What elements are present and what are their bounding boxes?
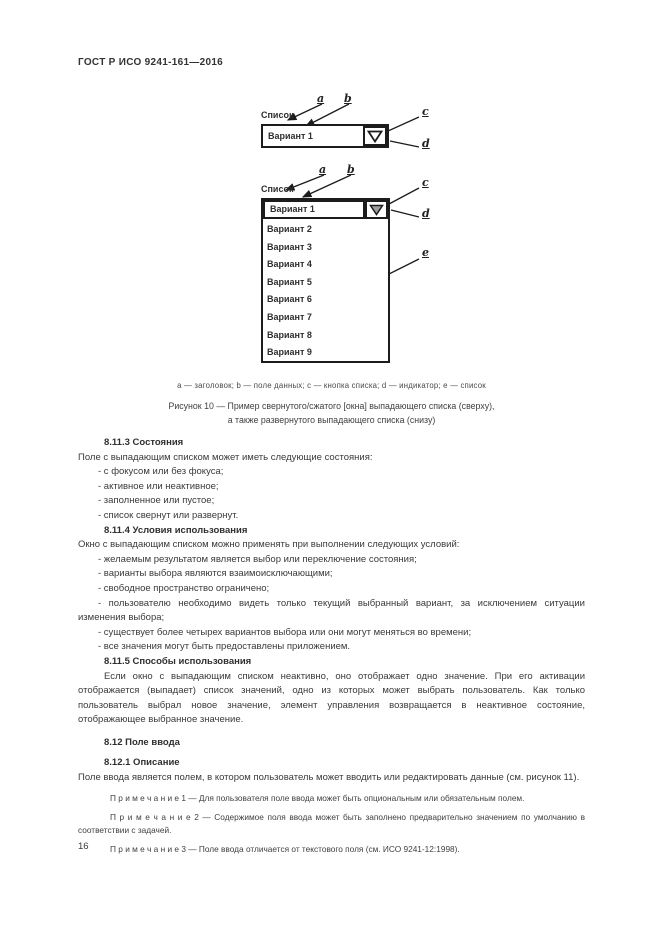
dropdown-option: Вариант 2 [267, 224, 312, 234]
bullet-item: - пользователю необходимо видеть только текущий выбранный вариант, за исключением ситуации изменения выбора; [78, 597, 585, 624]
figure-caption-line1: Рисунок 10 — Пример свернутого/сжатого [окна] выпадающего списка (сверху), [168, 401, 495, 411]
paragraph: Поле с выпадающим списком может иметь следующие состояния: [78, 451, 373, 463]
bullet-item: - активное или неактивное; [98, 480, 219, 492]
dropdown-option: Вариант 7 [267, 311, 312, 322]
callout-b: b [344, 92, 352, 105]
callout-a: a [319, 163, 327, 176]
dropdown-button [363, 126, 387, 146]
bullet-item: - все значения могут быть предоставлены приложением. [98, 641, 351, 653]
note-paragraph: П р и м е ч а н и е 1 — Для пользователя поле ввода может быть опциональным или обязательным полем. [110, 792, 525, 803]
figure-legend: a — заголовок; b — поле данных; c — кнопка списка; d — индикатор; e — список [177, 381, 486, 390]
running-header: ГОСТ Р ИСО 9241-161—2016 [78, 57, 224, 68]
callout-d: d [422, 207, 430, 220]
paragraph: Окно с выпадающим списком можно применять при выполнении следующих условий: [78, 539, 460, 551]
bullet-item: - с фокусом или без фокуса; [98, 466, 224, 478]
dropdown-option: Вариант 5 [267, 276, 312, 287]
dropdown-label: Список [261, 184, 294, 194]
figure-caption-line2: а также развернутого выпадающего списка (снизу) [227, 414, 436, 425]
note-paragraph: П р и м е ч а н и е 3 — Поле ввода отличается от текстового поля (см. ИСО 9241-12:1998). [110, 844, 460, 855]
section-heading-8-11-5: 8.11.5 Способы использования [104, 655, 252, 667]
dropdown-button [365, 200, 388, 219]
dropdown-option: Вариант 3 [267, 241, 312, 252]
document-body [78, 436, 585, 856]
chevron-down-icon [367, 130, 383, 143]
bullet-item: - список свернут или развернут. [98, 509, 239, 521]
section-heading-8-12: 8.12 Поле ввода [104, 736, 180, 748]
section-heading-8-12-1: 8.12.1 Описание [104, 757, 180, 769]
dropdown-option: Вариант 8 [267, 329, 312, 340]
bullet-list-conditions [78, 553, 585, 655]
section-heading-8-11-4: 8.11.4 Условия использования [104, 524, 248, 536]
dropdown-option: Вариант 6 [267, 294, 312, 305]
page-number: 16 [78, 841, 89, 852]
callout-d: d [422, 137, 430, 150]
dropdown-field [263, 200, 365, 219]
dropdown-option: Вариант 4 [267, 259, 312, 270]
callout-e: e [422, 246, 429, 259]
bullet-item: - свободное пространство ограничено; [98, 582, 270, 594]
dropdown-option: Вариант 9 [267, 347, 312, 358]
dropdown-option-list [267, 221, 385, 362]
dropdown-selected-value: Вариант 1 [268, 131, 313, 141]
chevron-down-icon [369, 204, 384, 216]
callout-b: b [347, 163, 355, 176]
notes-list [78, 792, 585, 857]
callout-c: c [422, 105, 429, 118]
paragraph: Поле ввода является полем, в котором пользователь может вводить или редактировать данные (см. рисунок 11). [78, 772, 580, 784]
section-heading-8-11-3: 8.11.3 Состояния [104, 437, 184, 448]
dropdown-selected-value: Вариант 1 [270, 204, 315, 214]
bullet-item: - варианты выбора являются взаимоисключающими; [98, 568, 333, 580]
callout-a: a [317, 92, 325, 105]
note-paragraph: П р и м е ч а н и е 2 — Содержимое поля ввода может быть заполнено предварительно значением по умолчанию в соответствии с задачей. [78, 811, 585, 836]
bullet-item: - заполненное или пустое; [98, 495, 215, 507]
bullet-item: - существует более четырех вариантов выбора или они могут меняться во времени; [98, 626, 472, 638]
callout-c: c [422, 176, 429, 189]
figure-caption [78, 400, 585, 427]
dropdown-label: Список [261, 110, 294, 120]
paragraph: Если окно с выпадающим списком неактивно, оно отображает одно значение. При его активации отображается (выпадает) список значений, одно из которых может выбрать пользователь. Как только пользователь выбрал новое значение, элемент управления возвращается в неактивное состояние, отображающее выбранное значение. [78, 670, 585, 726]
bullet-item: - желаемым результатом является выбор или переключение состояния; [98, 553, 417, 565]
bullet-list-states [78, 465, 585, 523]
